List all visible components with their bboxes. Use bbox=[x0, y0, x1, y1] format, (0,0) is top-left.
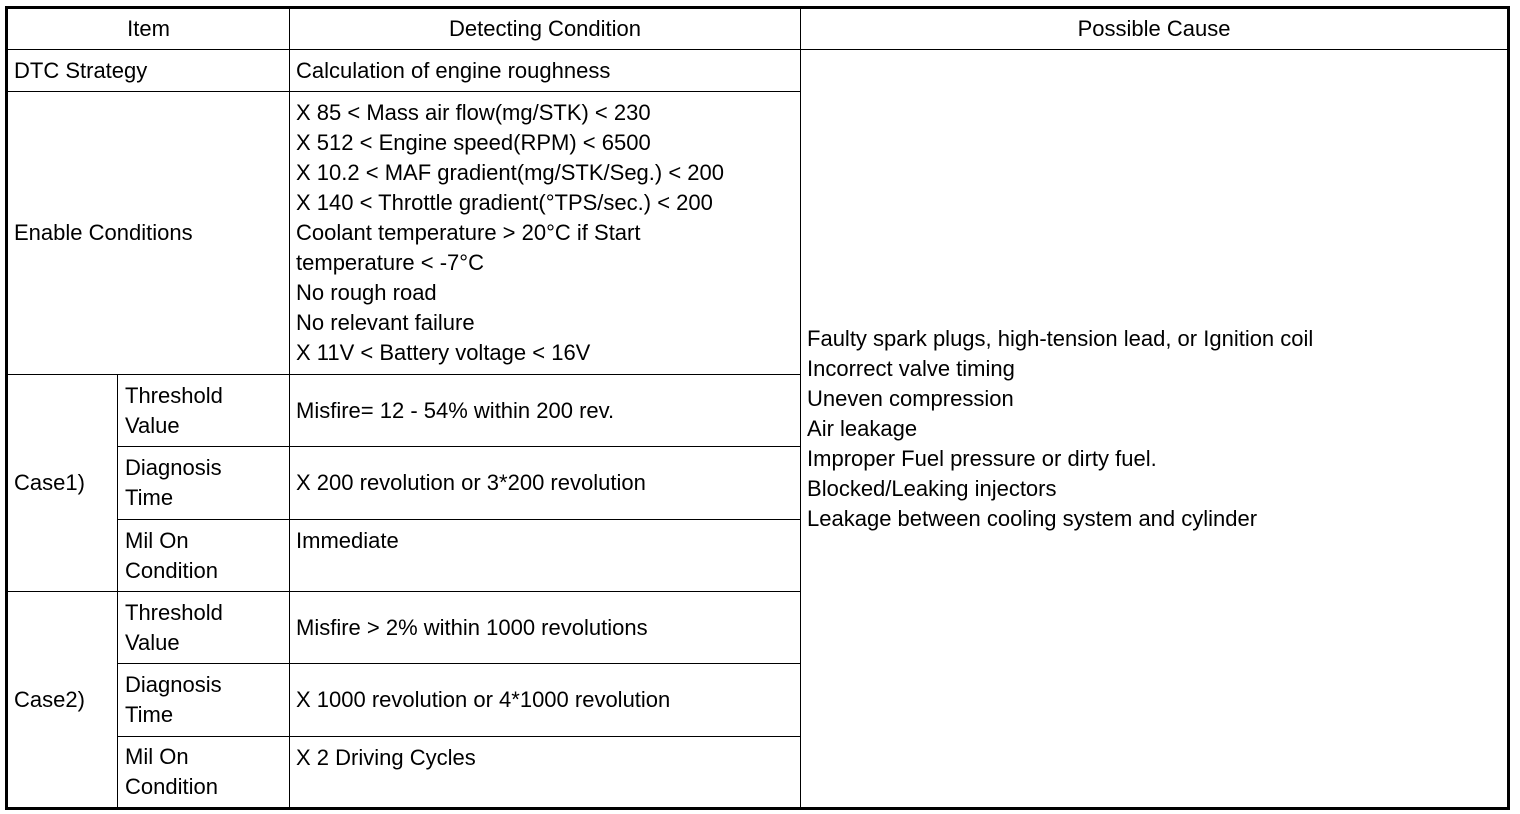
case2-diagnosis-label-line: Diagnosis bbox=[125, 672, 222, 697]
case1-mil-label-line: Condition bbox=[125, 557, 218, 583]
possible-cause-line: Faulty spark plugs, high-tension lead, or Ignition coil bbox=[807, 325, 1314, 351]
enable-condition-line: X 140 < Throttle gradient(°TPS/sec.) < 200 bbox=[296, 190, 713, 215]
enable-condition-line: X 11V < Battery voltage < 16V bbox=[296, 340, 591, 365]
case1-label: Case1) bbox=[7, 375, 118, 592]
table-row-dtc-strategy bbox=[7, 50, 1509, 92]
possible-cause-line: Incorrect valve timing bbox=[807, 355, 1015, 381]
header-row bbox=[7, 8, 1509, 50]
enable-condition-line: X 85 < Mass air flow(mg/STK) < 230 bbox=[296, 100, 651, 125]
case2-threshold-label-line: Value bbox=[125, 629, 180, 655]
enable-condition-line: No rough road bbox=[296, 280, 437, 305]
possible-cause-line: Improper Fuel pressure or dirty fuel. bbox=[807, 445, 1157, 471]
case1-threshold-label-line: Threshold bbox=[125, 382, 223, 408]
enable-condition-line: temperature < -7°C bbox=[296, 250, 484, 275]
header-item: Item bbox=[7, 8, 290, 50]
case1-threshold-label bbox=[118, 375, 290, 447]
case1-mil-label bbox=[118, 520, 290, 592]
enable-condition-line: No relevant failure bbox=[296, 310, 475, 335]
case2-mil-value: X 2 Driving Cycles bbox=[290, 737, 801, 809]
possible-cause-line: Leakage between cooling system and cylinder bbox=[807, 505, 1258, 531]
enable-condition-line: Coolant temperature > 20°C if Start bbox=[296, 220, 641, 245]
case1-diagnosis-label bbox=[118, 447, 290, 520]
possible-cause-cell bbox=[801, 50, 1509, 809]
case1-diagnosis-label-line: Diagnosis bbox=[125, 455, 222, 480]
case2-threshold-label bbox=[118, 592, 290, 664]
case2-mil-label-line: Mil On bbox=[125, 744, 189, 769]
enable-condition-line: X 512 < Engine speed(RPM) < 6500 bbox=[296, 130, 651, 155]
case2-diagnosis-label bbox=[118, 664, 290, 737]
case2-threshold-value: Misfire > 2% within 1000 revolutions bbox=[290, 592, 801, 664]
dtc-strategy-condition: Calculation of engine roughness bbox=[290, 50, 801, 92]
case1-threshold-label-line: Value bbox=[125, 412, 180, 438]
case2-label: Case2) bbox=[7, 592, 118, 809]
possible-cause-line: Blocked/Leaking injectors bbox=[807, 475, 1057, 501]
case2-diagnosis-value: X 1000 revolution or 4*1000 revolution bbox=[290, 664, 801, 737]
case1-diagnosis-value: X 200 revolution or 3*200 revolution bbox=[290, 447, 801, 520]
header-detecting-condition: Detecting Condition bbox=[290, 8, 801, 50]
possible-cause-line: Uneven compression bbox=[807, 385, 1014, 411]
dtc-table bbox=[5, 6, 1510, 810]
case1-threshold-value: Misfire= 12 - 54% within 200 rev. bbox=[290, 375, 801, 447]
dtc-strategy-label: DTC Strategy bbox=[7, 50, 290, 92]
case2-mil-label bbox=[118, 737, 290, 809]
header-possible-cause: Possible Cause bbox=[801, 8, 1509, 50]
case1-mil-value: Immediate bbox=[290, 520, 801, 592]
case2-diagnosis-label-line: Time bbox=[125, 702, 174, 727]
case2-mil-label-line: Condition bbox=[125, 774, 218, 799]
possible-cause-line: Air leakage bbox=[807, 415, 918, 441]
enable-condition-line: X 10.2 < MAF gradient(mg/STK/Seg.) < 200 bbox=[296, 160, 725, 185]
enable-conditions-list bbox=[290, 92, 801, 375]
case1-mil-label-line: Mil On bbox=[125, 527, 189, 553]
enable-conditions-label: Enable Conditions bbox=[7, 92, 290, 375]
case1-diagnosis-label-line: Time bbox=[125, 485, 174, 510]
case2-threshold-label-line: Threshold bbox=[125, 599, 223, 625]
